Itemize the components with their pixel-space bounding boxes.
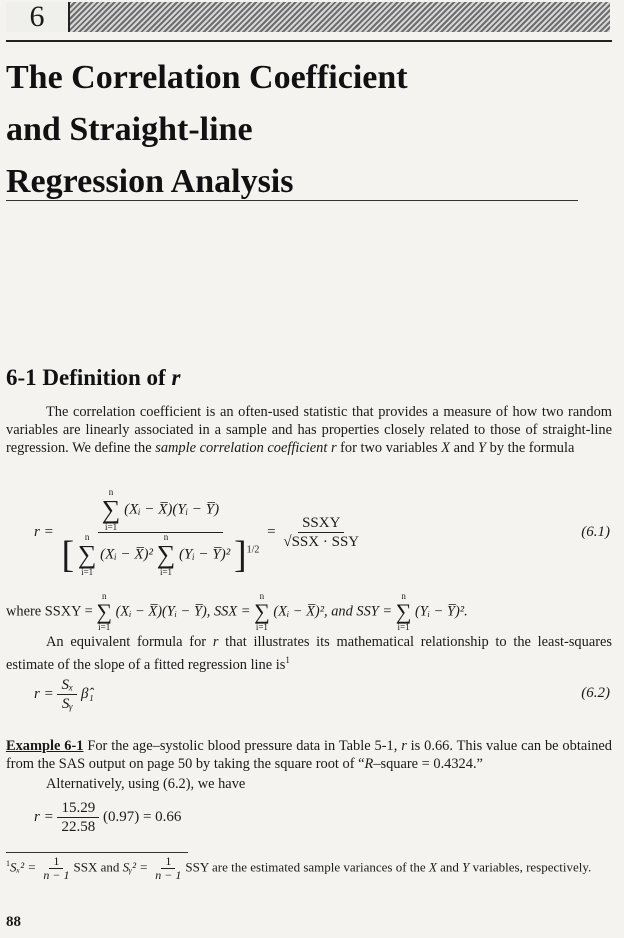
section-heading-text: 6-1 Definition of xyxy=(6,365,172,390)
eq-denominator xyxy=(57,533,263,577)
sigma-icon: n ∑ i=1 xyxy=(96,591,113,632)
where-term-1: (Xᵢ − X̅)(Yᵢ − Y̅), SSX = xyxy=(115,603,251,620)
eq-ratio-denominator: Sᵧ xyxy=(61,696,73,712)
equation-6-2 xyxy=(34,676,94,713)
eq-lhs: r = xyxy=(34,808,54,825)
title-rule xyxy=(6,200,578,201)
equation-example xyxy=(34,799,181,836)
paragraph-text: for two variables xyxy=(336,440,442,456)
paragraph-text: and xyxy=(450,440,479,456)
paragraph-text: The correlation coefficient is an often-used statistic that provides a measure of how two random variables are linearly associated in a sample and has properties closely related to those of straight-line regression. We define the xyxy=(6,404,612,456)
eq-main-fraction xyxy=(57,488,263,577)
eq-ratio xyxy=(57,676,77,713)
sigma-icon: n ∑ i=1 xyxy=(254,591,270,632)
title-line-3: Regression Analysis xyxy=(6,163,294,200)
footnote-text: variables, respectively. xyxy=(469,859,592,875)
eq-denom-term-2: (Yᵢ − Y̅)² xyxy=(179,546,231,563)
where-term-3: (Yᵢ − Y̅)². xyxy=(415,603,468,620)
paragraph-text: that illustrates its mathematical relationship to the least-squares estimate of the slope of a fitted regression line is xyxy=(6,634,612,673)
eq-numerator-text: (Xᵢ − X̅)(Yᵢ − Y̅) xyxy=(124,501,220,518)
eq-rhs-denominator: √SSX · SSY xyxy=(283,534,360,550)
paragraph-text: by the formula xyxy=(486,440,575,456)
title-line-2: and Straight-line xyxy=(6,111,253,148)
where-term-2: (Xᵢ − X̅)², and SSY = xyxy=(273,603,393,620)
footnote-fraction-num: 1 xyxy=(49,855,63,869)
section-heading-var: r xyxy=(171,365,181,390)
footnote-mark: 1 xyxy=(6,859,10,869)
footnote-fraction-1 xyxy=(39,855,73,882)
paragraph-text: An equivalent formula for xyxy=(46,634,213,650)
example-paragraph xyxy=(6,737,612,773)
footnote-text: and xyxy=(436,859,463,875)
left-bracket-icon: [ xyxy=(61,534,75,576)
eq-ratio-numerator: Sₓ xyxy=(57,676,77,695)
footnote-fraction-den: n − 1 xyxy=(155,868,182,882)
chapter-tab xyxy=(6,2,610,32)
eq-lhs: r = xyxy=(34,685,54,702)
var-R: R xyxy=(364,756,374,772)
eq-numerator xyxy=(98,488,223,533)
title-line-1: The Correlation Coefficient xyxy=(6,59,408,96)
where-prefix: where SSXY = xyxy=(6,603,93,620)
equation-number-6-1: (6.1) xyxy=(581,524,610,540)
eq-power: 1/2 xyxy=(246,544,260,556)
equation-number-6-2: (6.2) xyxy=(581,685,610,701)
eq-example-rest: (0.97) = 0.66 xyxy=(102,808,182,825)
where-line xyxy=(6,592,468,632)
chapter-number: 6 xyxy=(6,2,70,32)
footnote-fraction-2 xyxy=(151,855,185,882)
equation-6-1 xyxy=(34,488,363,577)
var-x: X xyxy=(428,859,437,875)
section-heading xyxy=(6,365,180,391)
paragraph-equivalent xyxy=(6,633,612,674)
eq-rhs-fraction xyxy=(279,514,363,551)
eq-lhs: r = xyxy=(34,523,54,540)
sigma-icon: n ∑ i=1 xyxy=(101,487,121,532)
eq-example-fraction xyxy=(57,799,99,836)
var-x: X xyxy=(441,440,451,456)
chapter-rule xyxy=(6,40,612,42)
page-number: 88 xyxy=(6,914,21,930)
footnote-sy2: Sᵧ² = xyxy=(122,859,149,875)
eq-beta-hat: β̂₁ xyxy=(80,685,94,702)
example-text: For the age–systolic blood pressure data in Table 5-1, xyxy=(83,738,402,754)
right-bracket-icon: ] xyxy=(233,534,247,576)
chapter-title xyxy=(6,52,606,208)
paragraph-definition xyxy=(6,403,612,457)
example-line-2: Alternatively, using (6.2), we have xyxy=(46,776,246,792)
footnote-marker: 1 xyxy=(285,655,290,665)
sigma-icon: n ∑ i=1 xyxy=(395,591,412,632)
footnote-text: SSY are the estimated sample variances of the xyxy=(185,859,429,875)
eq-example-numerator: 15.29 xyxy=(57,799,99,818)
eq-rhs-numerator: SSXY xyxy=(298,514,344,533)
footnote-rule xyxy=(6,852,188,853)
var-r: r xyxy=(212,634,219,650)
eq-equals: = xyxy=(267,523,276,540)
sigma-icon: n ∑ i=1 xyxy=(77,532,97,577)
footnote-fraction-den: n − 1 xyxy=(43,868,70,882)
var-y: Y xyxy=(478,440,487,456)
var-r: r xyxy=(401,738,407,754)
footnote-sx2: Sₓ² = xyxy=(10,859,37,875)
term-sample-correlation: sample correlation coefficient r xyxy=(155,440,337,456)
eq-denom-term-1: (Xᵢ − X̅)² xyxy=(100,546,153,563)
example-text: –square = 0.4324.” xyxy=(373,756,483,772)
example-label: Example 6-1 xyxy=(6,738,84,754)
footnote-fraction-num: 1 xyxy=(161,855,175,869)
footnote-text: SSX and xyxy=(73,859,123,875)
var-y: Y xyxy=(462,859,470,875)
eq-example-denominator: 22.58 xyxy=(61,819,96,835)
footnote xyxy=(6,855,612,882)
example-text: is 0.66. This value can be obtained from the SAS output on page 50 by taking the square root of “ xyxy=(6,738,612,772)
sigma-icon: n ∑ i=1 xyxy=(156,532,176,577)
